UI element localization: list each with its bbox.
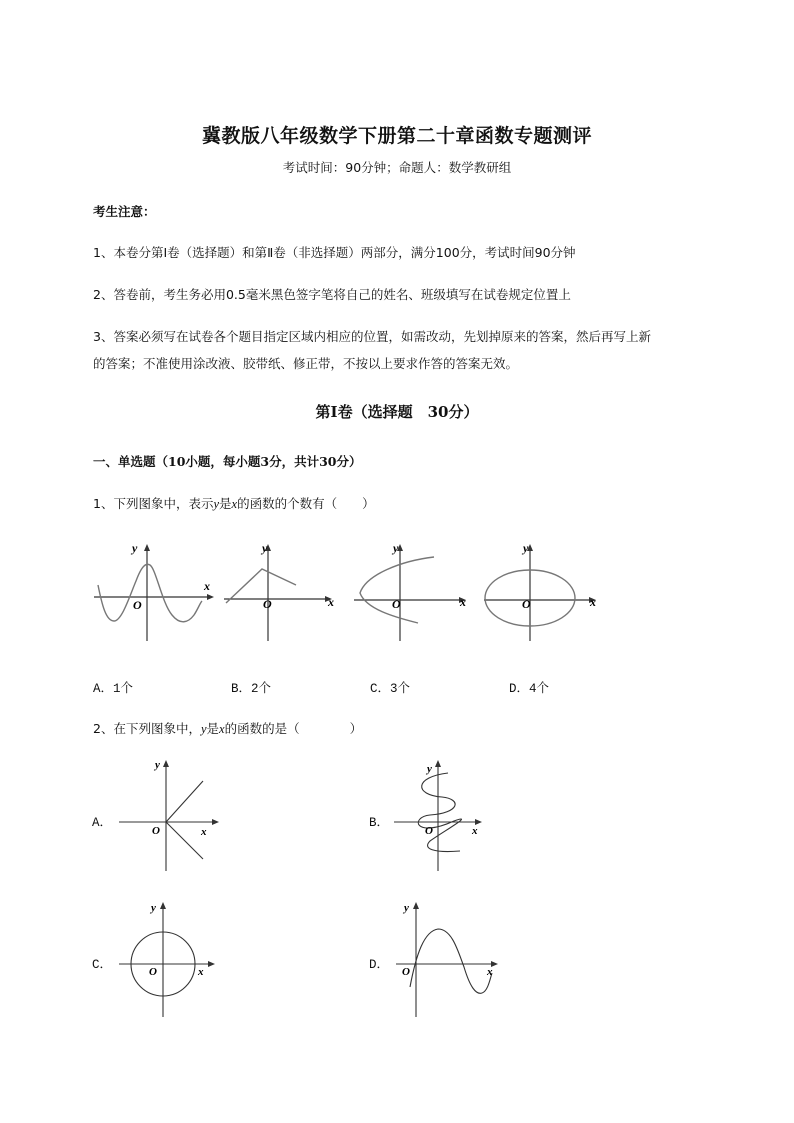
- question-1-var-x: x: [231, 497, 238, 511]
- page-title: 冀教版八年级数学下册第二十章函数专题测评: [201, 125, 592, 147]
- question-1-var-y: y: [213, 497, 220, 511]
- x-label: x: [198, 966, 204, 978]
- y-axis-arrow: [435, 760, 441, 767]
- question-2-text-a: 2、在下列图象中，: [93, 721, 201, 736]
- x-axis-arrow: [208, 961, 215, 967]
- question-2-text-b: 是: [206, 721, 220, 736]
- curve: [410, 929, 492, 993]
- q1-option-c[interactable]: C．3个: [370, 682, 411, 696]
- y-label: y: [404, 902, 409, 914]
- origin-label: O: [392, 597, 401, 611]
- q2-graph-a-lines: [115, 755, 225, 875]
- q1-graph-4-ellipse: [480, 535, 610, 645]
- q1-graph-1-sine: [90, 535, 220, 645]
- upper-ray: [166, 781, 203, 822]
- y-label: y: [262, 541, 268, 555]
- origin-label: O: [425, 825, 433, 837]
- y-axis-arrow: [163, 760, 169, 767]
- exam-subtitle: 考试时间：90分钟；命题人：数学教研组: [282, 160, 512, 175]
- q2-option-a-label[interactable]: A．: [92, 816, 113, 830]
- question-1-stem: [93, 494, 375, 512]
- y-label: y: [151, 902, 156, 914]
- x-label: x: [472, 825, 478, 837]
- x-label: x: [487, 966, 493, 978]
- y-label: y: [427, 763, 432, 775]
- y-label: y: [393, 541, 399, 555]
- curve: [360, 557, 434, 623]
- q2-graph-b-wave: [390, 755, 500, 875]
- notice-item-3-continued: 的答案；不准使用涂改液、胶带纸、修正带，不按以上要求作答的答案无效。: [93, 356, 519, 371]
- question-1-text-c: 的函数的个数有（ ）: [237, 496, 375, 511]
- question-2-var-x: x: [219, 722, 225, 736]
- question-1-text-a: 1、下列图象中，表示: [93, 496, 214, 511]
- origin-label: O: [152, 825, 160, 837]
- origin-label: O: [402, 966, 410, 978]
- y-label: y: [132, 541, 138, 555]
- lower-ray: [166, 822, 203, 859]
- notice-item-1: 1、本卷分第I卷（选择题）和第Ⅱ卷（非选择题）两部分，满分100分，考试时间90分钟: [93, 245, 576, 260]
- question-1-text-b: 是: [219, 496, 232, 511]
- question-2-stem: [93, 719, 362, 737]
- x-label: x: [204, 579, 210, 593]
- x-label: x: [460, 595, 466, 609]
- x-axis-arrow: [212, 819, 219, 825]
- q1-graph-3-parabola: [350, 535, 480, 645]
- q1-option-d[interactable]: D．4个: [509, 682, 550, 696]
- y-label: y: [155, 759, 160, 771]
- q1-option-a[interactable]: A．1个: [93, 682, 134, 696]
- x-label: x: [201, 826, 207, 838]
- part-heading: 一、单选题（10小题，每小题3分，共计30分）: [93, 454, 362, 469]
- y-axis-arrow: [160, 902, 166, 909]
- q2-graph-c-circle: [115, 895, 225, 1020]
- q1-graph-2-polyline: [220, 535, 350, 645]
- question-2-text-c: 的函数的是（ ）: [224, 721, 363, 736]
- origin-label: O: [263, 597, 272, 611]
- y-axis-arrow: [144, 544, 150, 551]
- curve: [226, 569, 296, 603]
- curve: [418, 773, 461, 852]
- q2-option-c-label[interactable]: C．: [92, 958, 113, 972]
- q2-option-d-label[interactable]: D．: [369, 958, 390, 972]
- y-label: y: [523, 541, 529, 555]
- x-label: x: [328, 595, 334, 609]
- origin-label: O: [133, 598, 142, 612]
- origin-label: O: [149, 966, 157, 978]
- curve: [98, 564, 202, 621]
- q1-option-b[interactable]: B．2个: [231, 682, 272, 696]
- q2-graph-d-sine: [392, 895, 507, 1020]
- question-2-var-y: y: [200, 722, 207, 736]
- origin-label: O: [522, 597, 531, 611]
- notice-item-2: 2、答卷前，考生务必用0.5毫米黑色签字笔将自己的姓名、班级填写在试卷规定位置上: [93, 287, 571, 302]
- x-label: x: [590, 595, 596, 609]
- x-axis-arrow: [207, 594, 214, 600]
- section-title: 第I卷（选择题 30分）: [315, 403, 479, 421]
- notice-heading: 考生注意：: [93, 204, 156, 219]
- notice-item-3: 3、答案必须写在试卷各个题目指定区域内相应的位置，如需改动，先划掉原来的答案，然后再写上新: [93, 329, 651, 344]
- q2-option-b-label[interactable]: B．: [369, 816, 390, 830]
- y-axis-arrow: [413, 902, 419, 909]
